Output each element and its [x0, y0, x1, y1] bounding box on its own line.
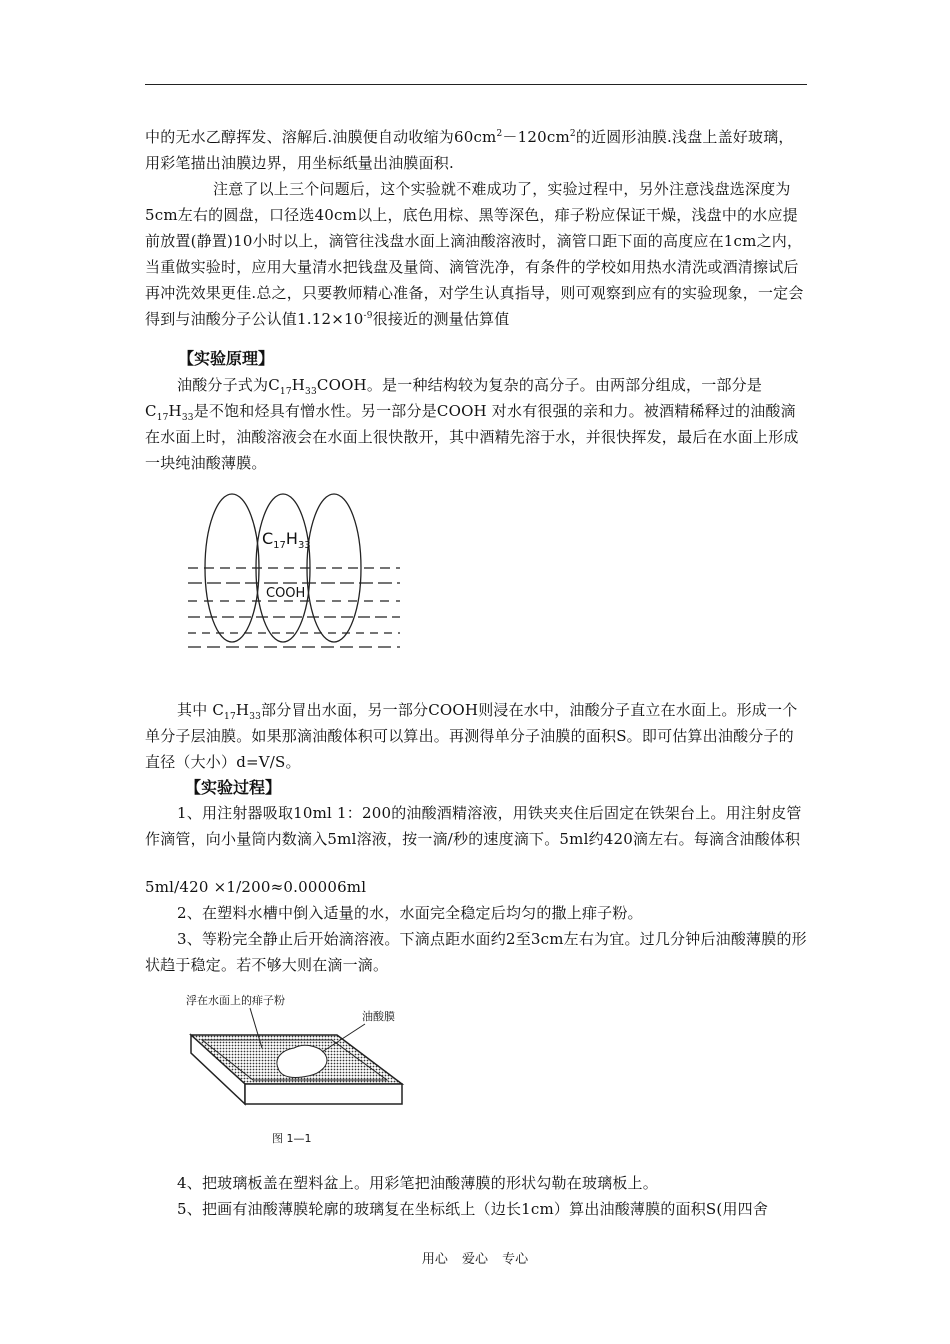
heading-process: 【实验过程】 — [185, 778, 282, 797]
tray-front-side — [245, 1084, 402, 1104]
label-cooh: COOH — [266, 586, 306, 601]
molecule-diagram — [180, 490, 410, 655]
label-oil-film: 油酸膜 — [362, 1010, 395, 1023]
step-1: 1、用注射器吸取10ml 1：200的油酸酒精溶液，用铁夹夹住后固定在铁架台上。用注射皮管作滴管，向小量筒内数滴入5ml溶液，按一滴/秒的速度滴下。5ml约420滴左右。每滴含油酸体积 — [145, 804, 802, 848]
step-4: 4、把玻璃板盖在塑料盆上。用彩笔把油酸薄膜的形状勾勒在玻璃板上。 — [177, 1174, 658, 1192]
label-powder: 浮在水面上的痱子粉 — [186, 994, 285, 1007]
paragraph-film-shrink: 中的无水乙醇挥发、溶解后.油膜便自动收缩为$60cm^2-120cm^2$的近圆形油膜.浅盘上盖好玻璃，用彩笔描出油膜边界，用坐标纸量出油膜面积. — [145, 128, 794, 172]
page-footer — [0, 1248, 950, 1267]
tray-figure — [180, 990, 420, 1150]
heading-principle: 【实验原理】 — [178, 349, 275, 368]
footer-word-3: 专心 — [502, 1252, 529, 1267]
step-3: 3、等粉完全静止后开始滴溶液。下滴点距水面约2至3cm左右为宜。过几分钟后油酸薄膜的形状趋于稳定。若不够大则在滴一滴。 — [145, 930, 807, 974]
step-5: 5、把画有油酸薄膜轮廓的玻璃复在坐标纸上（边长1cm）算出油酸薄膜的面积S(用四舍 — [177, 1200, 769, 1218]
step-2: 2、在塑料水槽中倒入适量的水，水面完全稳定后均匀的撒上痱子粉。 — [177, 904, 643, 922]
footer-word-1: 用心 — [421, 1252, 448, 1267]
footer-word-2: 爱心 — [461, 1252, 488, 1267]
paragraph-monolayer: 其中 $C_{17}H_{33}$部分冒出水面，另一部分COOH则浸在水中，油酸分子直立在水面上。形成一个单分子层油膜。如果那滴油酸体积可以算出。再测得单分子油膜的面积S。即可估算出油酸分子的直径（大小）d=V/S。 — [145, 701, 798, 771]
header-rule — [145, 84, 807, 85]
paragraph-notes: 注意了以上三个问题后，这个实验就不难成功了，实验过程中，另外注意浅盘选深度为5cm左右的圆盘，口径选40cm以上，底色用棕、黑等深色，痱子粉应保证干燥，浅盘中的水应提前放置(静置)10小时以上，滴管往浅盘水面上滴油酸溶液时，滴管口距下面的高度应在1cm之内，当重做实验时，应用大量清水把钱盘及量筒、滴管洗净，有条件的学校如用热水清洗或酒清擦试后再冲洗效果更佳.总之，只要教师精心准备，对学生认真指导，则可观察到应有的实验现象，一定会得到与油酸分子公认值$1.12\times 10^{-9}$很接近的测量估算值 — [145, 180, 804, 328]
figure-caption: 图 1—1 — [272, 1132, 312, 1145]
paragraph-principle: 油酸分子式为$C_{17}H_{33}COOH$。是一种结构较为复杂的高分子。由两部分组成，一部分是$C_{17}H_{33}$是不饱和烃具有憎水性。另一部分是COOH 对水有很强的亲和力。被酒精稀释过的油酸滴在水面上时，油酸溶液会在水面上很快散开，其中酒精先溶于水，并很快挥发，最后在水面上形成一块纯油酸薄膜。 — [145, 376, 799, 472]
formula-volume: 5ml/420 ×1/200≈0.00006ml — [145, 878, 367, 896]
label-c17h33: $C_{17}H_{33}$ — [262, 529, 311, 551]
